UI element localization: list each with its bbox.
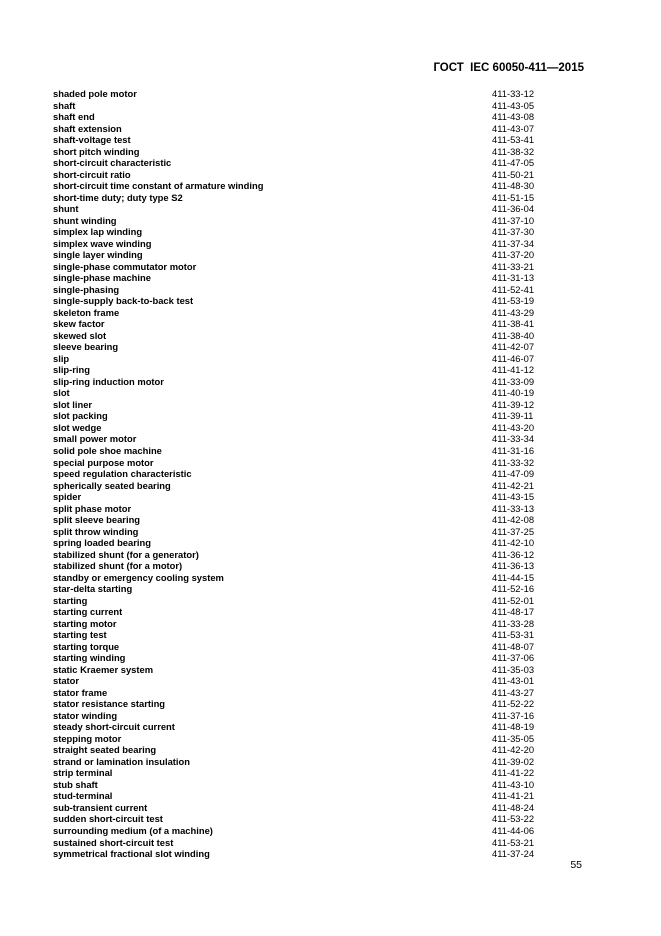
entry-code: 411-43-29 (492, 306, 535, 318)
entry-term: stud-terminal (53, 790, 113, 802)
entry-code: 411-33-28 (492, 617, 535, 629)
entry-term: stator resistance starting (53, 698, 166, 710)
index-entry (53, 272, 553, 284)
index-entry (53, 687, 553, 699)
entry-term: short-time duty; duty type S2 (53, 191, 183, 203)
entry-code: 411-37-30 (492, 226, 535, 238)
entry-term: slot (53, 387, 70, 399)
index-entry (53, 192, 553, 204)
entry-code: 411-35-05 (492, 732, 535, 744)
entry-term: slot liner (53, 398, 93, 410)
entry-term: sustained short-circuit test (53, 836, 174, 848)
index-entry (53, 756, 553, 768)
entry-code: 411-39-02 (492, 755, 535, 767)
entry-term: simplex wave winding (53, 237, 152, 249)
entry-term: stabilized shunt (for a generator) (53, 548, 199, 560)
entry-term: stator (53, 675, 80, 687)
entry-term: skewed slot (53, 329, 107, 341)
index-entry (53, 100, 553, 112)
entry-code: 411-38-32 (492, 145, 535, 157)
entry-term: shaft (53, 99, 76, 111)
entry-code: 411-48-19 (492, 721, 535, 733)
entry-term: sub-transient current (53, 801, 148, 813)
index-entry (53, 503, 553, 515)
entry-code: 411-41-22 (492, 767, 535, 779)
entry-term: slip-ring induction motor (53, 375, 164, 387)
entry-term: skew factor (53, 318, 105, 330)
entry-code: 411-50-21 (492, 168, 535, 180)
index-entry (53, 341, 553, 353)
entry-code: 411-33-12 (492, 88, 535, 99)
entry-code: 411-52-41 (492, 283, 535, 295)
index-entry (53, 457, 553, 469)
entry-code: 411-41-12 (492, 364, 535, 376)
entry-code: 411-44-06 (492, 825, 535, 836)
index-entry (53, 606, 553, 618)
entry-term: speed regulation characteristic (53, 468, 192, 480)
entry-code: 411-52-16 (492, 583, 535, 595)
index-entry (53, 410, 553, 422)
entry-code: 411-53-22 (492, 813, 535, 825)
index-entry (53, 468, 553, 480)
entry-term: shaft-voltage test (53, 134, 131, 146)
index-entry (53, 295, 553, 307)
index-entry (53, 641, 553, 653)
index-entry (53, 825, 553, 837)
index-entry (53, 767, 553, 779)
index-entry (53, 848, 553, 860)
index-entry (53, 146, 553, 158)
index-entry (53, 526, 553, 538)
entry-code: 411-53-21 (492, 836, 535, 848)
entry-code: 411-47-05 (492, 157, 535, 169)
entry-code: 411-43-15 (492, 491, 535, 503)
entry-term: strand or lamination insulation (53, 755, 190, 767)
index-entry (53, 387, 553, 399)
index-entry (53, 583, 553, 595)
entry-term: shaded pole motor (53, 88, 137, 99)
index-entry (53, 710, 553, 722)
entry-term: starting current (53, 606, 123, 618)
entry-code: 411-53-41 (492, 134, 535, 146)
entry-term: starting torque (53, 640, 120, 652)
index-entry (53, 572, 553, 584)
index-entry (53, 376, 553, 388)
entry-code: 411-33-34 (492, 433, 535, 445)
entry-code: 411-46-07 (492, 352, 535, 364)
entry-code: 411-36-12 (492, 548, 535, 560)
entry-term: stator winding (53, 709, 118, 721)
entry-code: 411-37-24 (492, 848, 535, 860)
entry-code: 411-43-20 (492, 421, 535, 433)
entry-code: 411-53-19 (492, 295, 535, 307)
entry-term: stub shaft (53, 778, 98, 790)
entry-code: 411-39-11 (492, 410, 534, 422)
entry-term: shunt (53, 203, 79, 215)
index-entry (53, 537, 553, 549)
entry-code: 411-51-15 (492, 191, 535, 203)
entry-term: single-phase commutator motor (53, 260, 197, 272)
entry-term: sleeve bearing (53, 341, 119, 353)
index-entry (53, 353, 553, 365)
entry-term: shaft end (53, 111, 95, 123)
entry-code: 411-43-01 (492, 675, 535, 687)
entry-term: stator frame (53, 686, 108, 698)
entry-term: single-phase machine (53, 272, 151, 284)
index-entry (53, 514, 553, 526)
entry-code: 411-43-08 (492, 111, 535, 123)
index-entry (53, 249, 553, 261)
entry-code: 411-48-17 (492, 606, 535, 618)
entry-code: 411-33-21 (492, 260, 535, 272)
index-entry (53, 652, 553, 664)
entry-code: 411-38-40 (492, 329, 535, 341)
entry-term: spider (53, 491, 82, 503)
entry-term: slot packing (53, 410, 108, 422)
entry-code: 411-43-07 (492, 122, 535, 134)
index-entry (53, 618, 553, 630)
index-entry (53, 675, 553, 687)
document-header: ГОСТ IEC 60050-411—2015 (433, 62, 584, 74)
entry-code: 411-40-19 (492, 387, 535, 399)
index-entry (53, 433, 553, 445)
entry-term: static Kraemer system (53, 663, 154, 675)
index-entry (53, 134, 553, 146)
entry-term: starting winding (53, 652, 126, 664)
index-entry (53, 226, 553, 238)
index-entry (53, 169, 553, 181)
entry-term: split sleeve bearing (53, 514, 141, 526)
entry-code: 411-53-31 (492, 629, 535, 641)
index-entry (53, 123, 553, 135)
entry-term: symmetrical fractional slot winding (53, 848, 210, 860)
page-number: 55 (570, 859, 582, 871)
entry-code: 411-42-10 (492, 537, 535, 549)
index-entry (53, 549, 553, 561)
index-entry (53, 422, 553, 434)
index-entry (53, 180, 553, 192)
entry-term: slip (53, 352, 70, 364)
index-entry (53, 491, 553, 503)
index-entry (53, 698, 553, 710)
entry-term: starting (53, 594, 88, 606)
entry-code: 411-36-04 (492, 203, 535, 215)
entry-term: single layer winding (53, 249, 143, 261)
entry-term: slip-ring (53, 364, 90, 376)
index-entry (53, 560, 553, 572)
entry-code: 411-37-25 (492, 525, 535, 537)
entry-term: starting test (53, 629, 107, 641)
entry-code: 411-42-20 (492, 744, 535, 756)
index-entry (53, 629, 553, 641)
entry-term: skeleton frame (53, 306, 120, 318)
entry-term: steady short-circuit current (53, 721, 175, 733)
entry-term: stepping motor (53, 732, 122, 744)
entry-code: 411-33-09 (492, 375, 535, 387)
entry-term: split throw winding (53, 525, 139, 537)
entry-term: single-phasing (53, 283, 120, 295)
entry-code: 411-42-08 (492, 514, 535, 526)
entry-term: special purpose motor (53, 456, 154, 468)
entry-term: standby or emergency cooling system (53, 571, 224, 583)
entry-code: 411-47-09 (492, 468, 535, 480)
index-entry (53, 157, 553, 169)
entry-code: 411-41-21 (492, 790, 535, 802)
entry-term: shunt winding (53, 214, 117, 226)
index-entry (53, 802, 553, 814)
index-entry (53, 744, 553, 756)
entry-code: 411-36-13 (492, 560, 535, 572)
index-entry (53, 330, 553, 342)
entry-code: 411-44-15 (492, 571, 535, 583)
entry-term: solid pole shoe machine (53, 444, 162, 456)
entry-term: short-circuit time constant of armature winding (53, 180, 264, 192)
index-entry (53, 399, 553, 411)
entry-code: 411-43-10 (492, 778, 535, 790)
entry-code: 411-48-30 (492, 180, 535, 192)
entry-term: short-circuit ratio (53, 168, 131, 180)
entry-term: split phase motor (53, 502, 132, 514)
entry-code: 411-38-41 (492, 318, 535, 330)
index-entry (53, 364, 553, 376)
index-entry (53, 203, 553, 215)
entry-term: small power motor (53, 433, 137, 445)
entry-term: spherically seated bearing (53, 479, 171, 491)
index-entry (53, 595, 553, 607)
index-entry (53, 813, 553, 825)
entry-term: star-delta starting (53, 583, 133, 595)
entry-term: stabilized shunt (for a motor) (53, 560, 183, 572)
entry-code: 411-37-34 (492, 237, 535, 249)
entry-code: 411-48-24 (492, 801, 535, 813)
entry-term: single-supply back-to-back test (53, 295, 194, 307)
entry-term: short pitch winding (53, 145, 140, 157)
entry-code: 411-52-01 (492, 594, 535, 606)
entry-code: 411-33-13 (492, 502, 535, 514)
index-entry (53, 261, 553, 273)
entry-code: 411-39-12 (492, 398, 535, 410)
index-entry (53, 721, 553, 733)
index-entry (53, 837, 553, 849)
entry-term: simplex lap winding (53, 226, 143, 238)
entry-code: 411-42-21 (492, 479, 535, 491)
entry-code: 411-33-32 (492, 456, 535, 468)
index-entry-list (53, 88, 553, 860)
index-entry (53, 111, 553, 123)
index-entry (53, 790, 553, 802)
entry-term: starting motor (53, 617, 117, 629)
index-entry (53, 318, 553, 330)
entry-code: 411-37-06 (492, 652, 535, 664)
index-entry (53, 284, 553, 296)
entry-code: 411-31-13 (492, 272, 535, 284)
entry-term: short-circuit characteristic (53, 157, 172, 169)
entry-term: slot wedge (53, 421, 102, 433)
index-entry (53, 307, 553, 319)
entry-code: 411-37-20 (492, 249, 535, 261)
index-entry (53, 238, 553, 250)
index-entry (53, 215, 553, 227)
index-entry (53, 88, 553, 100)
index-entry (53, 664, 553, 676)
entry-code: 411-37-10 (492, 214, 535, 226)
entry-term: surrounding medium (of a machine) (53, 825, 213, 836)
entry-code: 411-42-07 (492, 341, 535, 353)
entry-code: 411-43-05 (492, 99, 535, 111)
index-entry (53, 445, 553, 457)
index-entry (53, 480, 553, 492)
entry-code: 411-52-22 (492, 698, 535, 710)
entry-term: strip terminal (53, 767, 113, 779)
entry-term: shaft extension (53, 122, 122, 134)
index-entry (53, 779, 553, 791)
entry-code: 411-35-03 (492, 663, 535, 675)
entry-code: 411-37-16 (492, 709, 535, 721)
entry-term: sudden short-circuit test (53, 813, 163, 825)
entry-term: spring loaded bearing (53, 537, 151, 549)
entry-term: straight seated bearing (53, 744, 157, 756)
entry-code: 411-43-27 (492, 686, 535, 698)
entry-code: 411-31-16 (492, 444, 535, 456)
entry-code: 411-48-07 (492, 640, 535, 652)
index-entry (53, 733, 553, 745)
